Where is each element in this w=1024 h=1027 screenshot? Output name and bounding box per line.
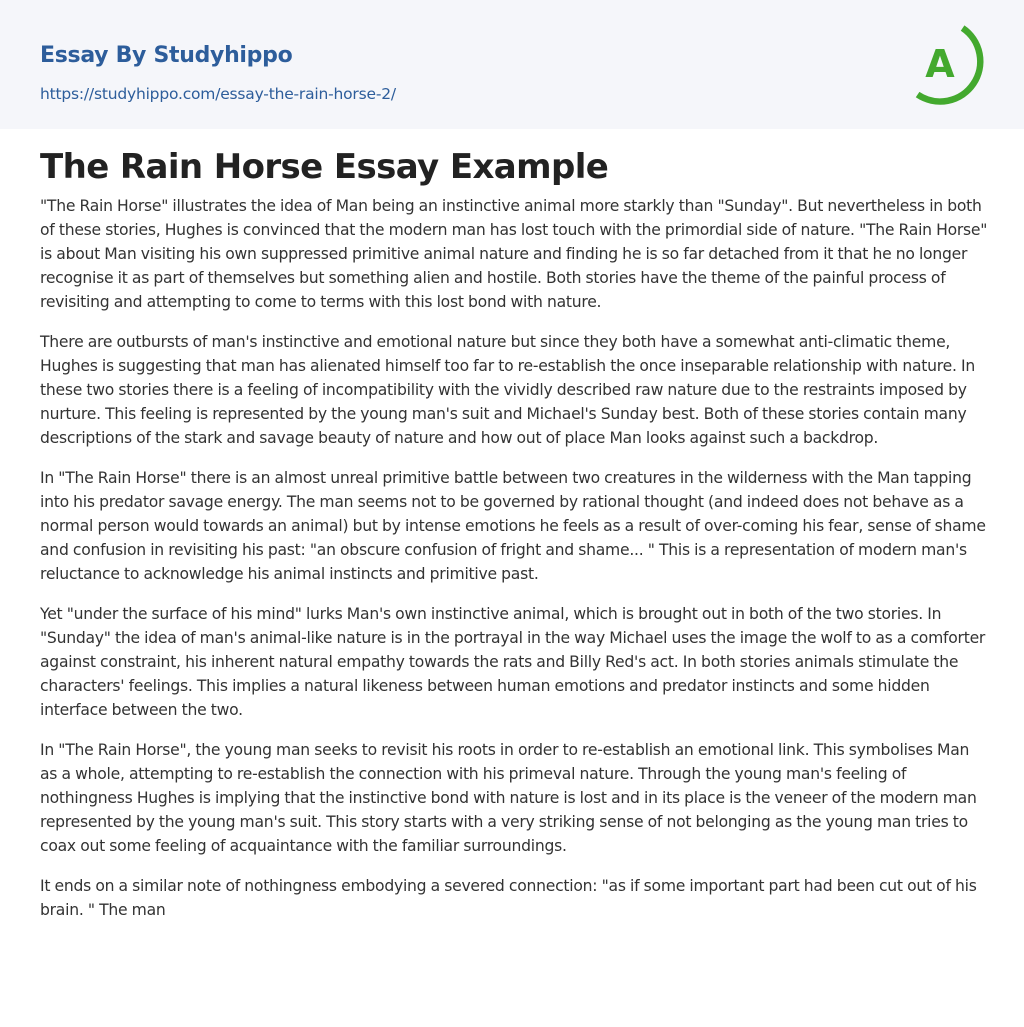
site-brand[interactable]: Essay By Studyhippo	[40, 43, 293, 68]
site-header	[0, 0, 1024, 129]
logo-letter: A	[925, 42, 955, 86]
essay-paragraph: In "The Rain Horse" there is an almost unreal primitive battle between two creatures in the wilderness with the Man tapping into his predator savage energy. The man seems not to be governed by rational thought (and indeed does not behave as a normal person would towards an animal) but by intense emotions he feels as a result of over-coming his fear, sense of shame and confusion in revisiting his past: "an obscure confusion of fright and shame... " This is a representation of modern man's reluctance to acknowledge his animal instincts and primitive past.	[40, 469, 986, 583]
essay-paragraph: "The Rain Horse" illustrates the idea of Man being an instinctive animal more starkly than "Sunday". But nevertheless in both of these stories, Hughes is convinced that the modern man has lost touch with the primordial side of nature. "The Rain Horse" is about Man visiting his own suppressed primitive animal nature and finding he is so far detached from it that he no longer recognise it as part of themselves but something alien and hostile. Both stories have the theme of the painful process of revisiting and attempting to come to terms with this lost bond with nature.	[40, 197, 988, 311]
essay-paragraph: There are outbursts of man's instinctive and emotional nature but since they both have a somewhat anti-climatic theme, Hughes is suggesting that man has alienated himself too far to re-establish the once inseparable relationship with nature. In these two stories there is a feeling of incompatibility with the vividly described raw nature due to the restraints imposed by nurture. This feeling is represented by the young man's suit and Michael's Sunday best. Both of these stories contain many descriptions of the stark and savage beauty of nature and how out of place Man looks against such a backdrop.	[40, 333, 975, 447]
essay-body	[40, 194, 988, 938]
essay-paragraph: It ends on a similar note of nothingness embodying a severed connection: "as if some important part had been cut out of his brain. " The man	[40, 877, 977, 919]
essay-paragraph: In "The Rain Horse", the young man seeks to revisit his roots in order to re-establish an emotional link. This symbolises Man as a whole, attempting to re-establish the connection with his primeval nature. Through the young man's feeling of nothingness Hughes is implying that the instinctive bond with nature is lost and in its place is the veneer of the modern man represented by the young man's suit. This story starts with a very striking sense of not belonging as the young man tries to coax out some feeling of acquaintance with the familiar surroundings.	[40, 741, 977, 855]
source-url-link[interactable]: https://studyhippo.com/essay-the-rain-horse-2/	[40, 85, 396, 103]
page-title: The Rain Horse Essay Example	[40, 147, 609, 187]
studyhippo-logo-icon[interactable]	[908, 16, 990, 108]
essay-paragraph: Yet "under the surface of his mind" lurks Man's own instinctive animal, which is brought out in both of the two stories. In "Sunday" the idea of man's animal-like nature is in the portrayal in the way Michael uses the image the wolf to as a comforter against constraint, his inherent natural empathy towards the rats and Billy Red's act. In both stories animals stimulate the characters' feelings. This implies a natural likeness between human emotions and predator instincts and some hidden interface between the two.	[40, 605, 986, 719]
